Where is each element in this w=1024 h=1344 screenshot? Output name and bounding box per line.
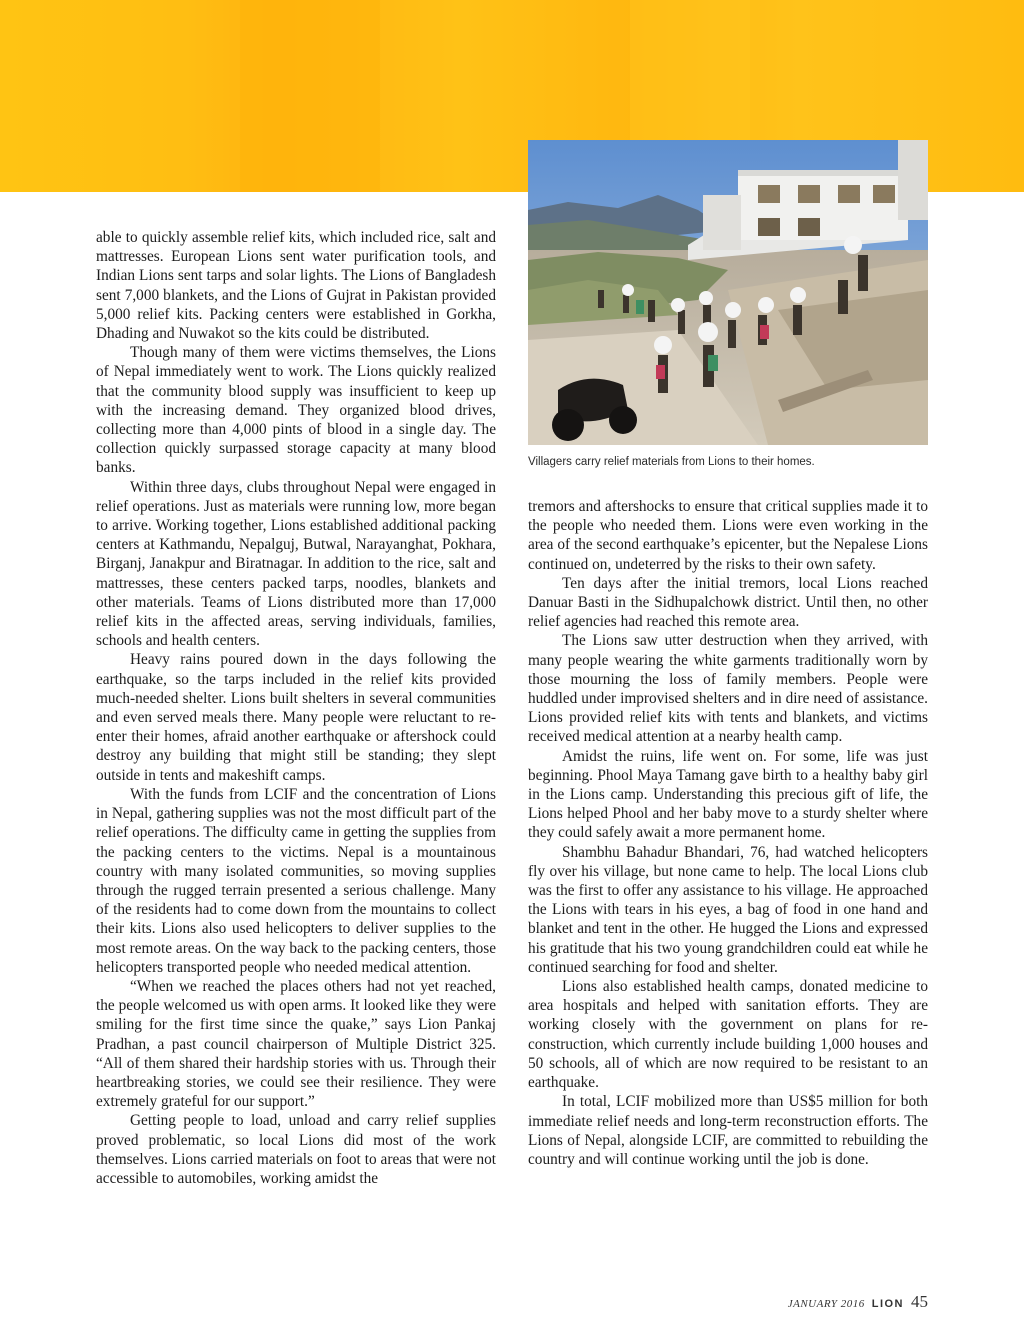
paragraph: Getting people to load, unload and carry relief supplies proved problematic, so local Lions did most of the work themselves. Lions carried materials on foot to areas that were not accessible to automobiles, working amidst the xyxy=(96,1112,496,1187)
paragraph: “When we reached the places others had not yet reached, the people welcomed us with open arms. It looked like they were smiling for the first time since the quake,” says Lion Pankaj Pradhan, a past council chairperson of Multiple District 325. “All of them shared their hardship stories with us. Through their heartbreaking stories, we could see their resilience. They were extremely grateful for our support.” xyxy=(96,977,496,1111)
issue-date: JANUARY 2016 xyxy=(787,1298,865,1310)
paragraph: Heavy rains poured down in the days following the earthquake, so the tarps included in the relief kits provided much-needed shelter. Lions built shelters in several communities and even served meals there. Many people were reluctant to re-enter their homes, afraid another earthquake or aftershock could destroy any building that might still be standing; they slept outside in tents and makeshift camps. xyxy=(96,651,496,784)
paragraph: Within three days, clubs throughout Nepal were engaged in relief operations. Just as materials were running low, more began to arrive. Working together, Lions established additional packing centers at Kathmandu, Nepalguj, Butwal, Narayanghat, Pokhara, Birganj, Janakpur and Biratnagar. In addition to the rice, salt and mattresses, these centers packed tarps, noodles, blankets and other materials. Teams of Lions distributed more than 17,000 relief kits in the affected areas, serving individuals, families, schools and health centers. xyxy=(96,478,496,650)
photo-caption: Villagers carry relief materials from Lions to their homes. xyxy=(528,456,815,468)
paragraph: Ten days after the initial tremors, local Lions reached Danuar Basti in the Sidhupalchowk district. Until then, no other relief agencies had reached this remote area. xyxy=(528,574,928,631)
paragraph: Though many of them were victims themselves, the Lions of Nepal immediately went to work. The Lions quickly realized that the community blood supply was insufficient to keep up with the increasing demand. They organized blood drives, collecting more than 4,000 pints of blood in a single day. The collection quickly surpassed storage capacity at many blood banks. xyxy=(96,344,496,477)
paragraph: The Lions saw utter destruction when they arrived, with many people wearing the white garments traditionally worn by those mourning the loss of family members. People were huddled under improvised shelters and in dire need of assistance. Lions provided relief kits with tents and blankets, and victims received medical attention at a nearby health camp. xyxy=(528,632,928,746)
paragraph: In total, LCIF mobilized more than US$5 million for both immediate relief needs and long-term reconstruction efforts. The Lions of Nepal, alongside LCIF, are committed to rebuilding the country and will continue working until the job is done. xyxy=(528,1093,928,1168)
article-column-right xyxy=(528,497,928,1169)
paragraph: With the funds from LCIF and the concentration of Lions in Nepal, gathering supplies was not the most difficult part of the relief operations. The difficulty came in getting the supplies from the packing centers to the victims. Nepal is a mountainous country with many isolated communities, so moving supplies through the rugged terrain presented a serious challenge. Many of the residents had to come down from the mountains to collect their kits. Lions also used helicopters to deliver supplies to the most remote areas. On the way back to the packing centers, those helicopters transported people who needed medical attention. xyxy=(96,785,496,976)
page-number: 45 xyxy=(911,1292,928,1311)
magazine-name: LION xyxy=(871,1298,904,1310)
relief-photo xyxy=(528,140,928,445)
banner-tile xyxy=(630,0,750,140)
page-footer xyxy=(788,1292,928,1314)
banner-tile xyxy=(240,0,380,192)
paragraph: Lions also established health camps, donated medicine to area hospitals and helped with sanitation efforts. They are working closely with the government on plans for reconstruction, which currently include building 1,000 houses and 50 schools, all of which are now required to be resistant to an earthquake. xyxy=(528,978,928,1092)
paragraph: able to quickly assemble relief kits, which included rice, salt and mattresses. European Lions sent water purification tools, and Indian Lions sent tarps and solar lights. The Lions of Bangladesh sent 7,000 blankets, and the Lions of Gujrat in Pakistan provided 5,000 relief kits. Packing centers were established in Gorkha, Dhading and Nuwakot so the kits could be distributed. xyxy=(96,229,496,343)
paragraph: Amidst the ruins, life went on. For some, life was just beginning. Phool Maya Tamang gave birth to a healthy baby girl in the Lions camp. Understanding this precious gift of life, the Lions helped Phool and her baby move to a sturdy shelter where they could safely await a more permanent home. xyxy=(528,747,928,842)
article-column-left xyxy=(96,228,496,1188)
paragraph: Shambhu Bahadur Bhandari, 76, had watched helicopters fly over his village, but none came to help. The local Lions club was the first to offer any assistance to his village. He approached the Lions with tears in his eyes, a bag of food in one hand and blanket and tent in the other. He hugged the Lions and expressed his gratitude that his two young grandchildren could eat while he continued searching for food and shelter. xyxy=(528,843,928,976)
paragraph: tremors and aftershocks to ensure that critical supplies made it to the people who needed them. Lions were even working in the area of the second earthquake’s epicenter, but the Nepalese Lions continued on, undeterred by the risks to their own safety. xyxy=(528,498,928,573)
